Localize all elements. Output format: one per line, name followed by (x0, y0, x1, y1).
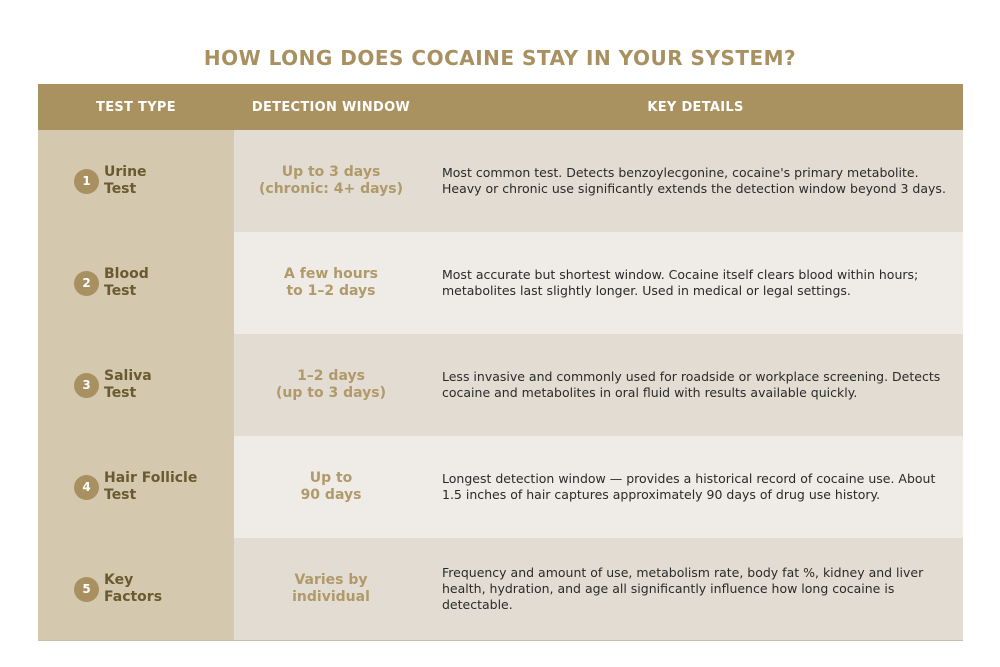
key-details-text: Most common test. Detects benzoylecgonine, cocaine's primary metabolite. Heavy or chronic use significantly extends the detection window beyond 3 days. (442, 165, 946, 196)
detection-window-text (241, 368, 421, 402)
test-type-cell (38, 538, 234, 640)
detection-window-line-1: Up to 3 days (281, 164, 381, 180)
detection-window-line-2: (up to 3 days) (276, 385, 386, 401)
row-number-badge: 1 (74, 169, 99, 194)
detection-window-cell (234, 130, 428, 232)
detection-window-cell (234, 232, 428, 334)
row-number-badge: 2 (74, 271, 99, 296)
key-details-text: Longest detection window — provides a historical record of cocaine use. About 1.5 inches of hair captures approximately 90 days of drug use history. (442, 471, 936, 502)
header-detection-window: DETECTION WINDOW (251, 99, 411, 115)
key-details-cell (428, 130, 963, 232)
test-type-line-1: Key (104, 572, 134, 588)
header-test-type: TEST TYPE (96, 99, 176, 115)
detection-window-line-2: to 1–2 days (286, 283, 376, 299)
test-type-line-2: Test (104, 385, 137, 401)
key-details-cell (428, 334, 963, 436)
test-type-cell (38, 334, 234, 436)
test-type-line-2: Test (104, 487, 137, 503)
key-details-cell (428, 232, 963, 334)
detection-window-line-2: 90 days (300, 487, 362, 503)
test-type-cell (38, 436, 234, 538)
table-row (38, 232, 963, 334)
table-row (38, 130, 963, 232)
detection-window-line-1: Varies by (294, 572, 368, 588)
test-type-label (104, 266, 214, 300)
key-details-cell (428, 436, 963, 538)
table-row (38, 538, 963, 640)
detection-window-line-1: A few hours (284, 266, 378, 282)
table-bottom-divider (38, 640, 963, 641)
table-row (38, 436, 963, 538)
page-title: HOW LONG DOES COCAINE STAY IN YOUR SYSTEM? (203, 46, 797, 70)
table-row (38, 334, 963, 436)
detection-window-text (241, 266, 421, 300)
row-number-badge: 5 (74, 577, 99, 602)
key-details-text: Less invasive and commonly used for roadside or workplace screening. Detects cocaine and metabolites in oral fluid with results available quickly. (442, 369, 941, 400)
key-details-text: Most accurate but shortest window. Cocaine itself clears blood within hours; metabolites last slightly longer. Used in medical or legal settings. (442, 267, 919, 298)
test-type-label (104, 572, 214, 606)
test-type-line-2: Factors (104, 589, 163, 605)
test-type-cell (38, 232, 234, 334)
header-key-details: KEY DETAILS (647, 99, 744, 115)
detection-window-text (241, 470, 421, 504)
test-type-line-1: Saliva (104, 368, 152, 384)
key-details-cell (428, 538, 963, 640)
detection-window-cell (234, 538, 428, 640)
test-type-line-1: Hair Follicle (104, 470, 198, 486)
row-number-badge: 4 (74, 475, 99, 500)
detection-window-line-1: Up to (309, 470, 353, 486)
test-type-line-2: Test (104, 283, 137, 299)
detection-window-line-1: 1–2 days (297, 368, 365, 384)
detection-window-cell (234, 436, 428, 538)
key-details-text: Frequency and amount of use, metabolism rate, body fat %, kidney and liver health, hydration, and age all significantly influence how long cocaine is detectable. (442, 565, 924, 612)
test-type-line-1: Urine (104, 164, 147, 180)
test-type-line-1: Blood (104, 266, 149, 282)
row-number-badge: 3 (74, 373, 99, 398)
test-type-line-2: Test (104, 181, 137, 197)
table-header (38, 84, 963, 130)
test-type-label (104, 470, 214, 504)
test-type-label (104, 368, 214, 402)
test-type-cell (38, 130, 234, 232)
detection-window-cell (234, 334, 428, 436)
detection-window-line-2: (chronic: 4+ days) (259, 181, 403, 197)
detection-window-text (241, 572, 421, 606)
test-type-label (104, 164, 214, 198)
detection-window-line-2: individual (292, 589, 370, 605)
detection-window-text (241, 164, 421, 198)
detection-table (38, 84, 963, 641)
